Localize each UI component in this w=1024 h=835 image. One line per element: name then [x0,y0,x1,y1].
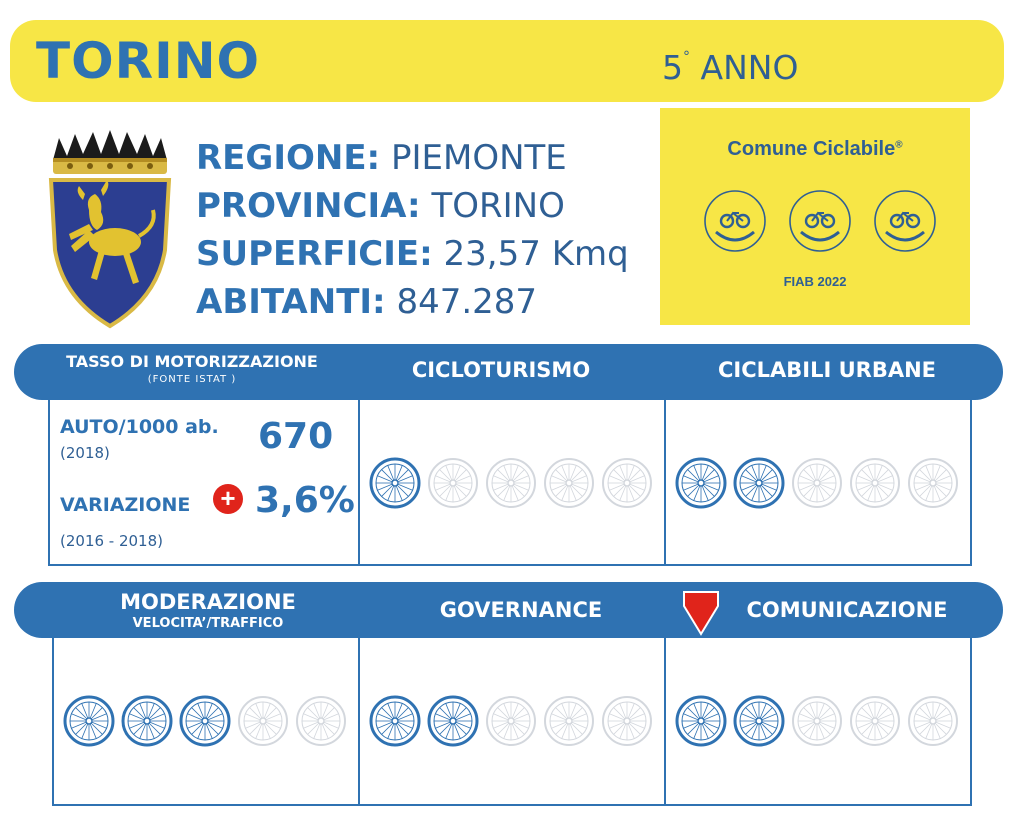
down-arrow-icon [682,590,720,636]
governance-rating [368,694,658,750]
smiley-bike-icon [790,191,850,251]
cicloturismo-title: CICLOTURISMO [411,358,591,382]
auto-label: AUTO/1000 ab. [60,416,219,438]
wheel-icon-filled [426,694,480,748]
smiley-bike-icons [700,186,940,266]
wheel-icon-empty [484,694,538,748]
badge-footer: FIAB 2022 [783,274,847,289]
ciclabili-title: CICLABILI URBANE [718,358,936,382]
wheel-icon-empty [542,694,596,748]
auto-value: 670 [258,416,334,457]
cicloturismo-rating [368,456,658,512]
wheel-icon-empty [484,456,538,510]
city-name: TORINO [36,32,261,90]
wheel-icon-filled [732,694,786,748]
wheel-icon-filled [368,456,422,510]
smiley-bike-icon [705,191,765,251]
wheel-icon-empty [600,456,654,510]
governance-title: GOVERNANCE [439,598,603,622]
wheel-icon-empty [426,456,480,510]
wheel-icon-empty [790,456,844,510]
info-regione: REGIONE: PIEMONTE [196,138,567,178]
moderazione-title: MODERAZIONE [120,590,296,614]
crown-icon [53,130,167,174]
ciclabili-rating [674,456,964,512]
wheel-icon-empty [294,694,348,748]
wheel-icon-empty [600,694,654,748]
motorizzazione-subtitle: (FONTE ISTAT ) [147,374,237,385]
wheel-icon-empty [906,456,960,510]
city-info [196,134,656,326]
coat-of-arms-icon [45,130,175,330]
wheel-icon-empty [848,694,902,748]
badge-title: Comune Ciclabile® [727,138,903,160]
variazione-label: VARIAZIONE [60,494,191,516]
wheel-icon-filled [368,694,422,748]
comunicazione-rating [674,694,964,750]
wheel-icon-empty [790,694,844,748]
info-provincia: PROVINCIA: TORINO [196,186,565,226]
variazione-value: 3,6% [255,480,355,521]
motorizzazione-title: TASSO DI MOTORIZZAZIONE [66,352,318,371]
moderazione-rating [62,694,352,750]
wheel-icon-filled [178,694,232,748]
wheel-icon-filled [674,694,728,748]
wheel-icon-empty [906,694,960,748]
smiley-bike-icon [875,191,935,251]
wheel-icon-filled [120,694,174,748]
variazione-period: (2016 - 2018) [60,532,164,550]
info-superficie: SUPERFICIE: 23,57 Kmq [196,234,629,274]
wheel-icon-empty [848,456,902,510]
wheel-icon-filled [62,694,116,748]
wheel-icon-empty [542,456,596,510]
comunicazione-title: COMUNICAZIONE [746,598,948,622]
info-abitanti: ABITANTI: 847.287 [196,282,538,322]
wheel-icon-filled [674,456,728,510]
comune-ciclabile-badge [660,108,970,325]
year-label: 5° ANNO [662,48,799,87]
plus-icon: + [213,484,243,514]
moderazione-subtitle: VELOCITA’/TRAFFICO [132,616,284,631]
auto-year: (2018) [60,444,110,462]
wheel-icon-empty [236,694,290,748]
wheel-icon-filled [732,456,786,510]
